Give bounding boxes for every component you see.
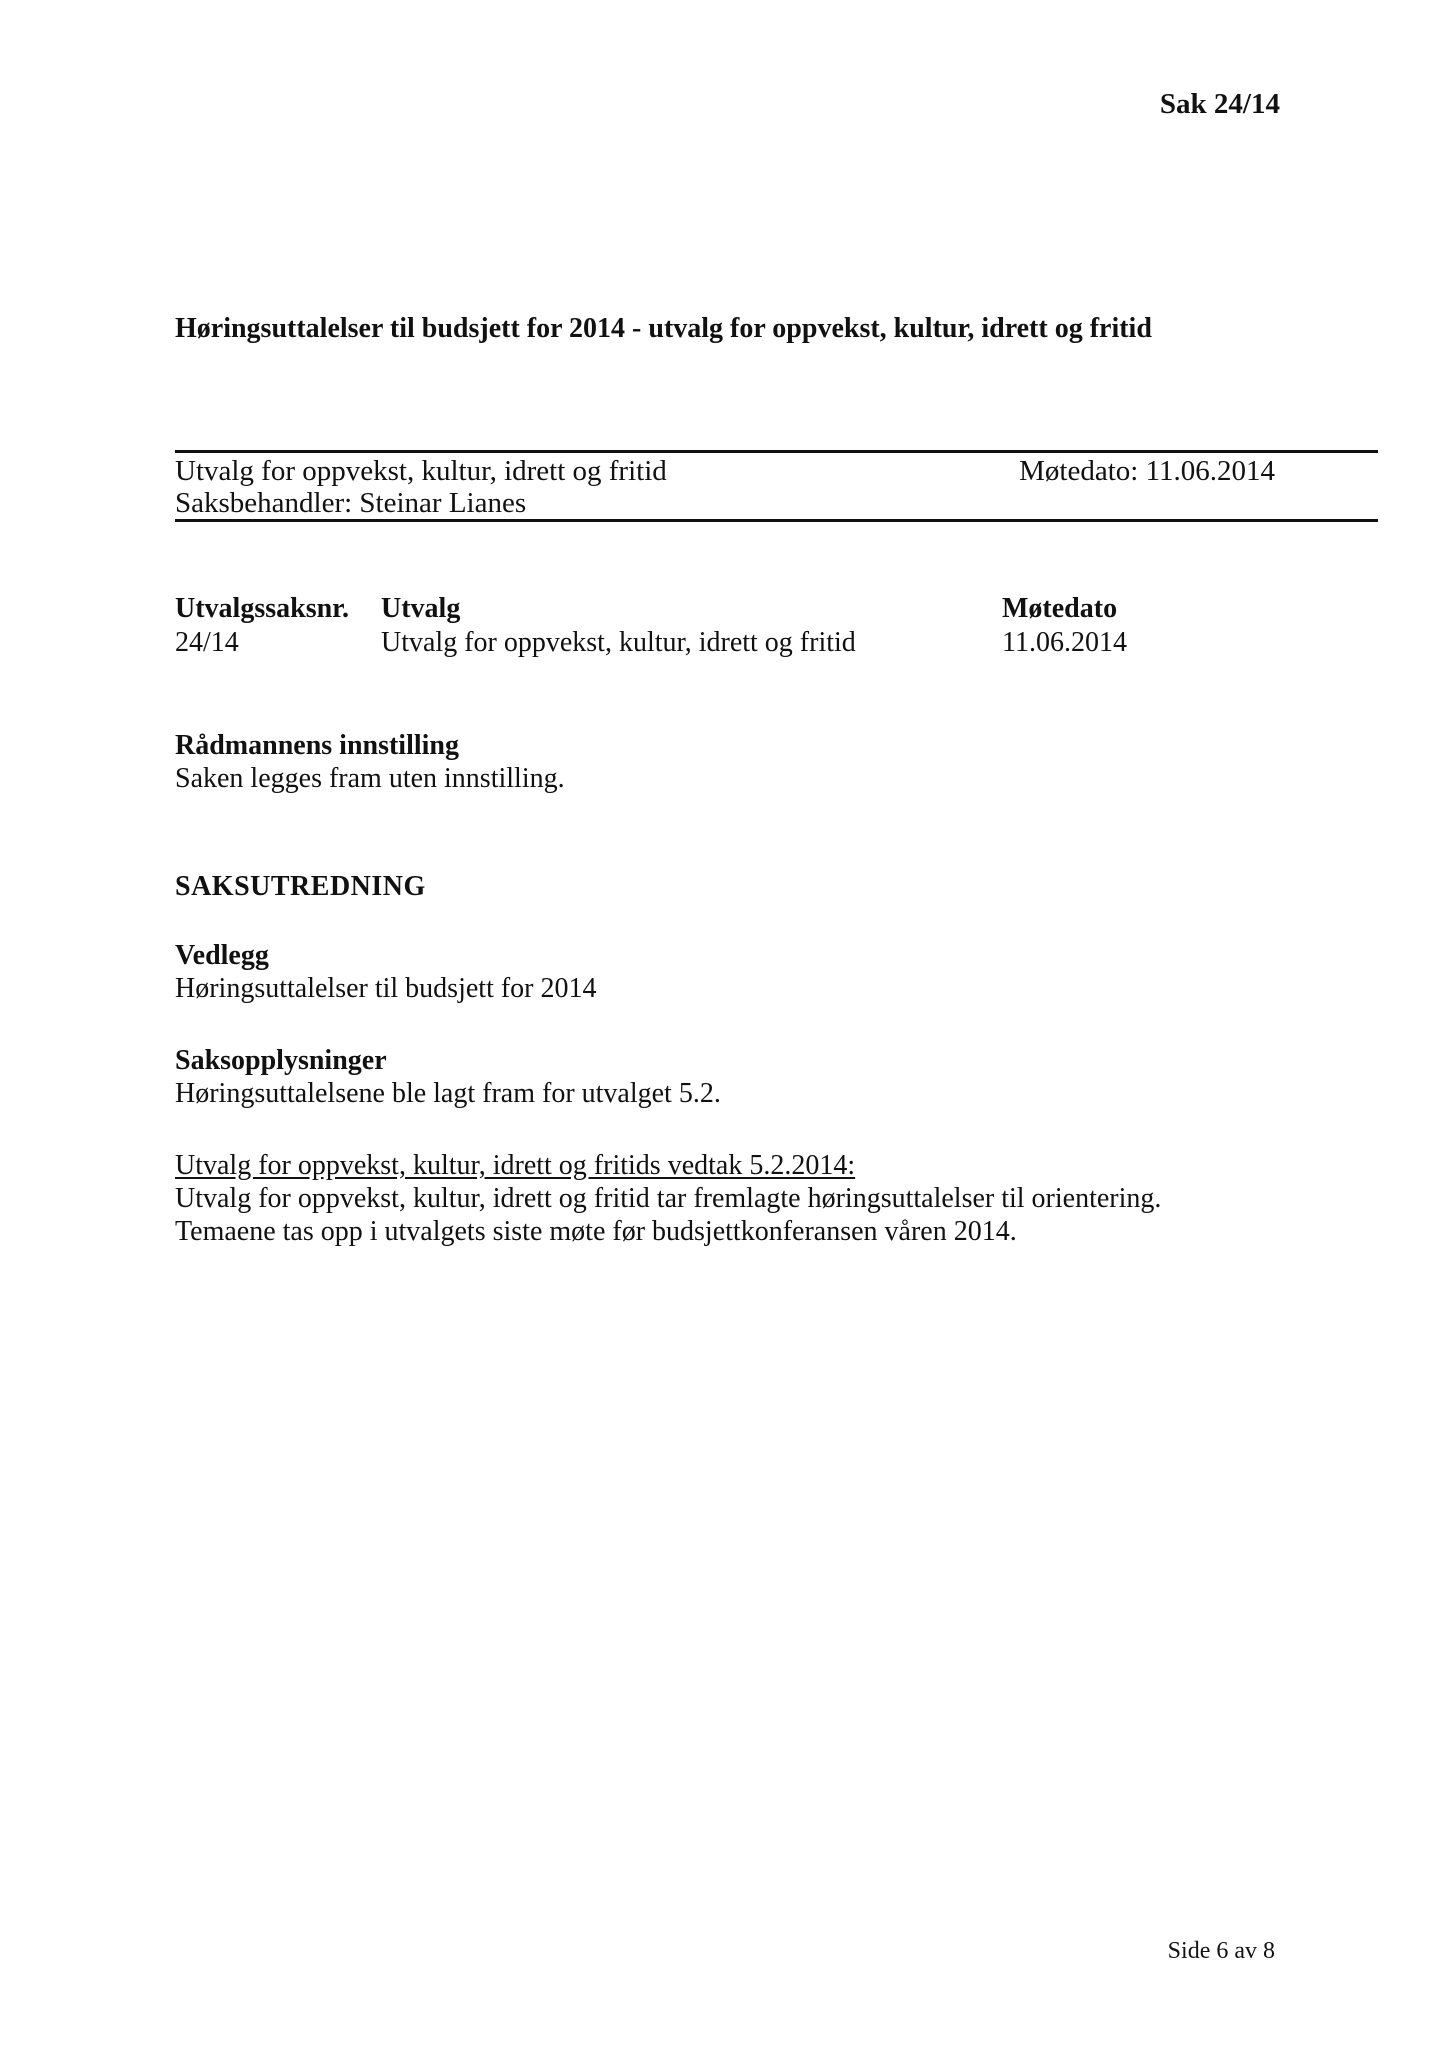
info-text: Høringsuttalelsene ble lagt fram for utvalget 5.2.	[175, 1078, 721, 1109]
attachments-heading: Vedlegg	[175, 940, 269, 971]
document-title: Høringsuttalelser til budsjett for 2014 - utvalg for oppvekst, kultur, idrett og fritid	[175, 313, 1152, 344]
case-report-heading: SAKSUTREDNING	[175, 871, 426, 902]
decision-heading: Utvalg for oppvekst, kultur, idrett og fritids vedtak 5.2.2014:	[175, 1150, 856, 1181]
meta-bottom-rule	[175, 519, 1378, 522]
meta-meeting-date: Møtedato: 11.06.2014	[1019, 455, 1275, 487]
meta-top-rule	[175, 450, 1378, 453]
info-heading: Saksopplysninger	[175, 1045, 387, 1076]
table-cell-case-number: 24/14	[175, 627, 239, 658]
page-number: Side 6 av 8	[1167, 1938, 1275, 1964]
table-header-committee: Utvalg	[381, 593, 461, 624]
table-cell-committee: Utvalg for oppvekst, kultur, idrett og fritid	[381, 627, 856, 658]
meta-committee: Utvalg for oppvekst, kultur, idrett og fritid	[175, 455, 667, 487]
table-header-meeting-date: Møtedato	[1002, 593, 1118, 624]
case-number: Sak 24/14	[1159, 88, 1280, 120]
table-cell-meeting-date: 11.06.2014	[1002, 627, 1127, 658]
attachments-text: Høringsuttalelser til budsjett for 2014	[175, 973, 597, 1004]
decision-line-2: Temaene tas opp i utvalgets siste møte før budsjettkonferansen våren 2014.	[175, 1216, 1017, 1247]
meta-case-officer: Saksbehandler: Steinar Lianes	[175, 487, 527, 519]
decision-line-1: Utvalg for oppvekst, kultur, idrett og fritid tar fremlagte høringsuttalelser til orientering.	[175, 1183, 1162, 1214]
table-header-case-number: Utvalgssaksnr.	[175, 593, 350, 624]
recommendation-heading: Rådmannens innstilling	[175, 730, 459, 761]
recommendation-text: Saken legges fram uten innstilling.	[175, 763, 565, 794]
